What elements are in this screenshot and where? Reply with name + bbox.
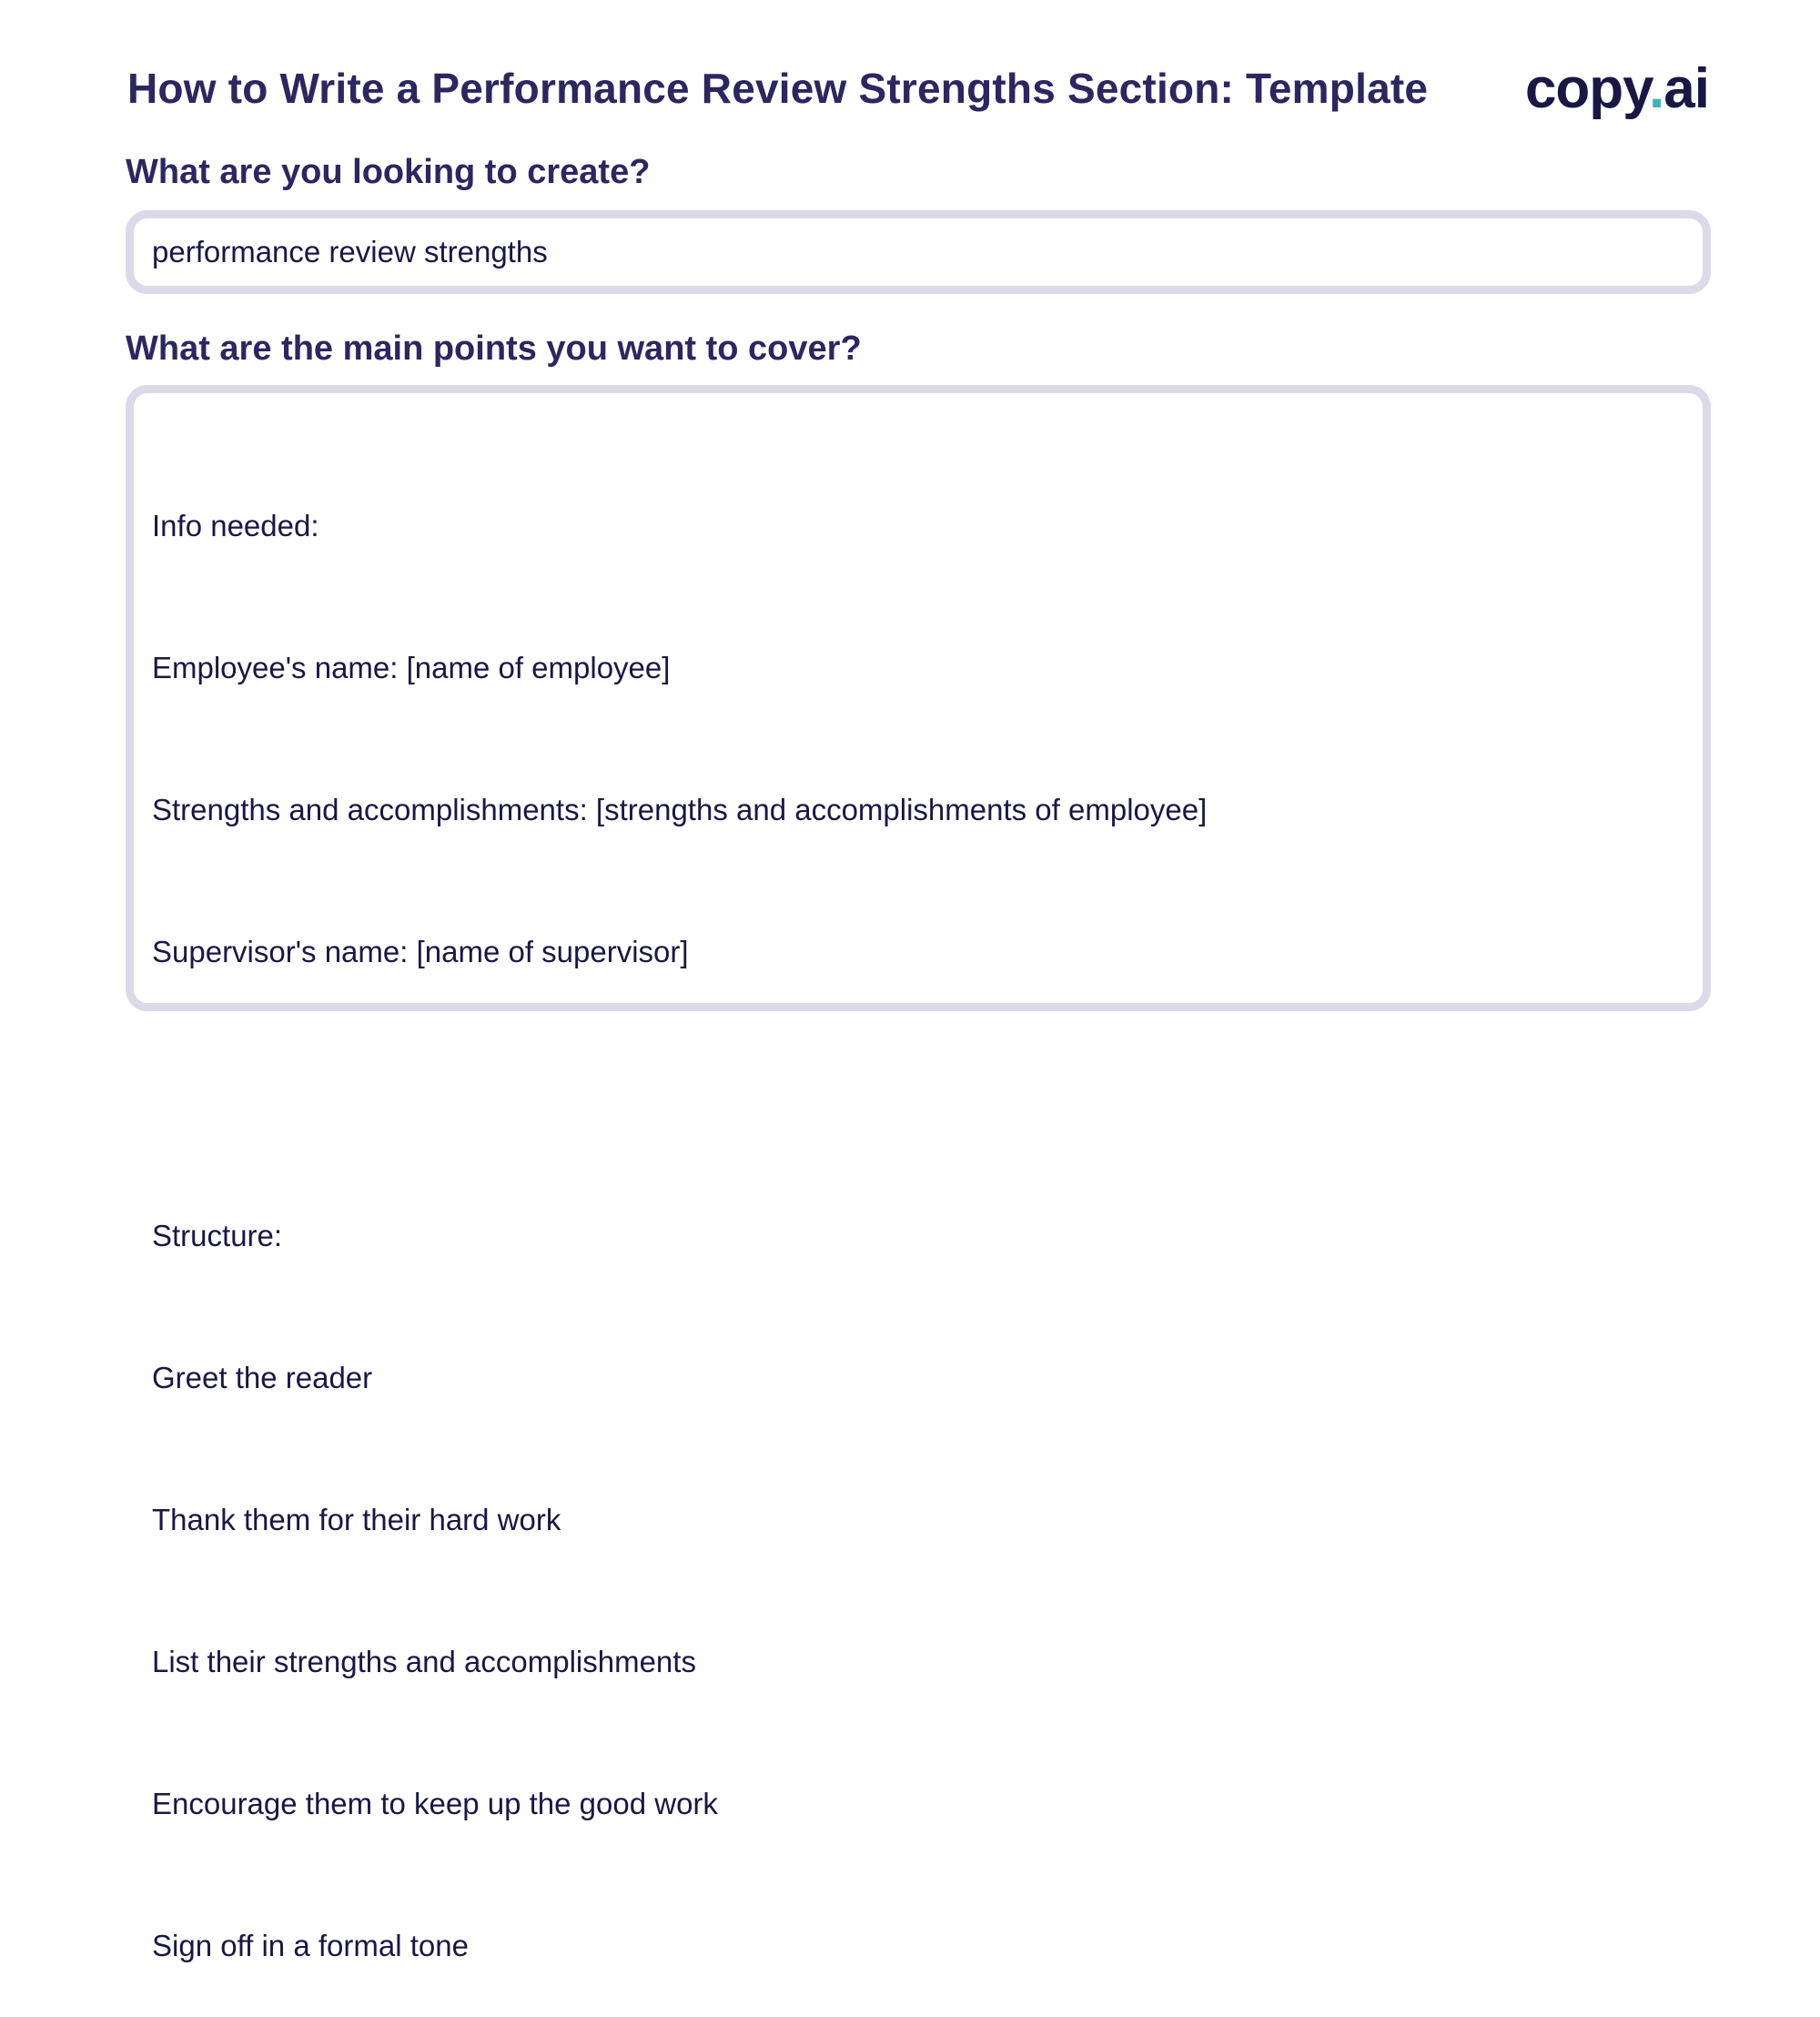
logo-dot: . <box>1649 57 1664 120</box>
page-header <box>127 56 1709 138</box>
create-input[interactable] <box>126 210 1711 294</box>
main-points-textarea[interactable] <box>126 385 1711 1962</box>
points-line-greet: Greet the reader <box>152 1361 373 1394</box>
points-line-info-needed: Info needed: <box>152 509 319 542</box>
main-points-question-label: What are the main points you want to cover? <box>126 329 862 368</box>
page-title: How to Write a Performance Review Strengths Section: Template <box>127 65 1429 112</box>
logo-text-ai: ai <box>1663 57 1709 120</box>
create-question-label: What are you looking to create? <box>126 153 651 191</box>
copy-ai-logo <box>1525 56 1709 121</box>
points-line-thank: Thank them for their hard work <box>152 1503 561 1536</box>
points-line-supervisor-name: Supervisor's name: [name of supervisor] <box>152 935 689 968</box>
logo-text-copy: copy <box>1524 57 1650 120</box>
points-line-sign-off: Sign off in a formal tone <box>152 1929 469 1962</box>
points-line-employee-name: Employee's name: [name of employee] <box>152 651 671 684</box>
points-line-encourage: Encourage them to keep up the good work <box>152 1787 718 1820</box>
points-line-structure: Structure: <box>152 1219 283 1252</box>
points-line-strengths: Strengths and accomplishments: [strengths and accomplishments of employee] <box>152 793 1208 826</box>
points-line-list: List their strengths and accomplishments <box>152 1645 696 1678</box>
points-line-blank <box>152 1070 1684 1118</box>
